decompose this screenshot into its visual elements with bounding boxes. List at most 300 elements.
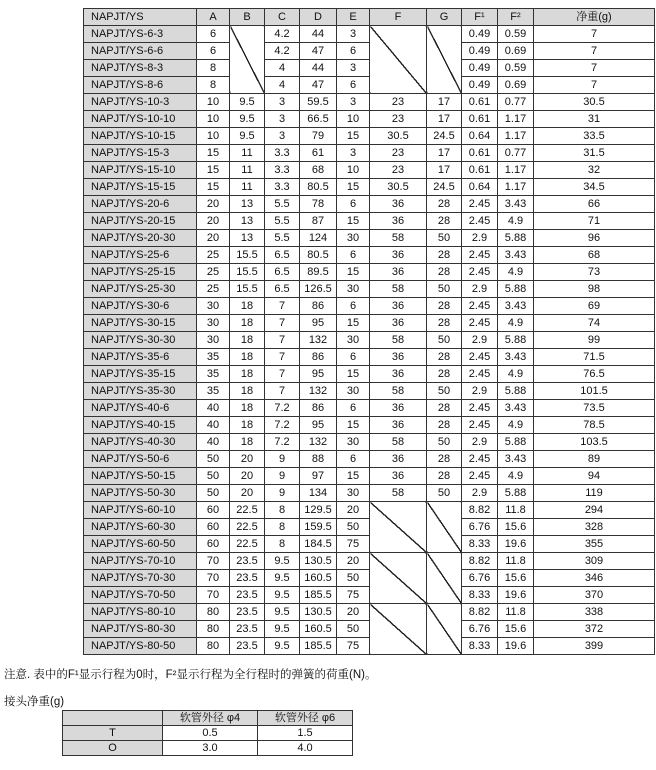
value-cell: 101.5: [534, 383, 655, 400]
value-cell: 7.2: [265, 434, 300, 451]
value-cell: 60: [197, 536, 230, 553]
value-cell: 30: [337, 332, 370, 349]
spec-table-row: [84, 553, 655, 570]
value-cell: 76.5: [534, 366, 655, 383]
model-cell: NAPJT/YS-25-30: [84, 281, 197, 298]
value-cell: 6: [337, 77, 370, 94]
value-cell: 23.5: [230, 638, 265, 655]
value-cell: 184.5: [300, 536, 337, 553]
model-cell: NAPJT/YS-80-10: [84, 604, 197, 621]
model-cell: NAPJT/YS-6-3: [84, 26, 197, 43]
model-cell: NAPJT/YS-80-50: [84, 638, 197, 655]
spec-table-row: [84, 179, 655, 196]
column-header: F²: [498, 9, 534, 26]
value-cell: 75: [337, 638, 370, 655]
value-cell: 61: [300, 145, 337, 162]
value-cell: 18: [230, 400, 265, 417]
value-cell: 11: [230, 145, 265, 162]
value-cell: 20: [197, 230, 230, 247]
column-header: NAPJT/YS: [84, 9, 197, 26]
value-cell: 58: [370, 230, 427, 247]
value-cell: 35: [197, 383, 230, 400]
value-cell: 3: [337, 145, 370, 162]
value-cell: 15: [337, 468, 370, 485]
value-cell: 86: [300, 400, 337, 417]
value-cell: 2.45: [462, 417, 498, 434]
value-cell: 75: [337, 587, 370, 604]
value-cell: 50: [197, 451, 230, 468]
value-cell: 3: [265, 128, 300, 145]
value-cell: 19.6: [498, 587, 534, 604]
model-cell: NAPJT/YS-35-15: [84, 366, 197, 383]
value-cell: 4.0: [258, 741, 353, 756]
model-cell: NAPJT/YS-30-30: [84, 332, 197, 349]
value-cell: 30.5: [370, 128, 427, 145]
value-cell: 9.5: [230, 111, 265, 128]
not-applicable-diagonal-cell: [230, 26, 265, 94]
spec-table-row: [84, 145, 655, 162]
not-applicable-diagonal-cell: [427, 553, 462, 604]
value-cell: 23: [370, 162, 427, 179]
value-cell: 3.3: [265, 145, 300, 162]
value-cell: 36: [370, 417, 427, 434]
value-cell: 3: [337, 26, 370, 43]
value-cell: 9.5: [230, 94, 265, 111]
value-cell: 33.5: [534, 128, 655, 145]
spec-table-row: [84, 366, 655, 383]
value-cell: 8.33: [462, 587, 498, 604]
value-cell: 28: [427, 264, 462, 281]
value-cell: 0.77: [498, 94, 534, 111]
model-cell: NAPJT/YS-8-3: [84, 60, 197, 77]
value-cell: 36: [370, 451, 427, 468]
spec-table-row: [84, 400, 655, 417]
value-cell: 28: [427, 315, 462, 332]
value-cell: 58: [370, 485, 427, 502]
value-cell: 28: [427, 196, 462, 213]
value-cell: 0.64: [462, 179, 498, 196]
value-cell: 11.8: [498, 604, 534, 621]
value-cell: 28: [427, 247, 462, 264]
value-cell: 15: [337, 366, 370, 383]
value-cell: 68: [534, 247, 655, 264]
column-header: F¹: [462, 9, 498, 26]
column-header: B: [230, 9, 265, 26]
value-cell: 7: [265, 383, 300, 400]
spec-table-row: [84, 604, 655, 621]
value-cell: 19.6: [498, 638, 534, 655]
value-cell: 69: [534, 298, 655, 315]
value-cell: 25: [197, 281, 230, 298]
value-cell: 28: [427, 213, 462, 230]
value-cell: 28: [427, 400, 462, 417]
value-cell: 15: [337, 264, 370, 281]
value-cell: 9.5: [265, 621, 300, 638]
value-cell: 73.5: [534, 400, 655, 417]
value-cell: 6: [337, 247, 370, 264]
value-cell: 355: [534, 536, 655, 553]
value-cell: 89: [534, 451, 655, 468]
value-cell: 23: [370, 94, 427, 111]
value-cell: 50: [427, 383, 462, 400]
value-cell: 2.9: [462, 332, 498, 349]
value-cell: 119: [534, 485, 655, 502]
value-cell: 5.88: [498, 434, 534, 451]
fitting-table-row: [63, 726, 353, 741]
value-cell: 6.5: [265, 281, 300, 298]
value-cell: 3.43: [498, 400, 534, 417]
spec-table-row: [84, 77, 655, 94]
value-cell: 6: [197, 26, 230, 43]
value-cell: 7: [265, 332, 300, 349]
value-cell: 15.5: [230, 264, 265, 281]
value-cell: 20: [230, 468, 265, 485]
value-cell: 4: [265, 77, 300, 94]
value-cell: 94: [534, 468, 655, 485]
value-cell: 10: [197, 128, 230, 145]
spec-table-header-row: [84, 9, 655, 26]
spec-table-row: [84, 638, 655, 655]
value-cell: 22.5: [230, 536, 265, 553]
value-cell: 32: [534, 162, 655, 179]
value-cell: 30: [337, 281, 370, 298]
value-cell: 15: [337, 179, 370, 196]
value-cell: 19.6: [498, 536, 534, 553]
spec-table-body: [84, 26, 655, 655]
value-cell: 294: [534, 502, 655, 519]
value-cell: 18: [230, 434, 265, 451]
value-cell: 4.2: [265, 26, 300, 43]
value-cell: 50: [427, 332, 462, 349]
value-cell: 160.5: [300, 570, 337, 587]
value-cell: 4.9: [498, 213, 534, 230]
fitting-table-header: [63, 711, 353, 726]
value-cell: 50: [427, 281, 462, 298]
model-cell: NAPJT/YS-10-10: [84, 111, 197, 128]
not-applicable-diagonal-cell: [370, 26, 427, 94]
value-cell: 0.49: [462, 77, 498, 94]
spec-table-row: [84, 451, 655, 468]
value-cell: 2.9: [462, 230, 498, 247]
model-cell: NAPJT/YS-40-30: [84, 434, 197, 451]
value-cell: 0.69: [498, 77, 534, 94]
value-cell: 5.88: [498, 281, 534, 298]
value-cell: 6.5: [265, 264, 300, 281]
value-cell: 6: [197, 43, 230, 60]
value-cell: 68: [300, 162, 337, 179]
value-cell: 10: [197, 94, 230, 111]
spec-table-row: [84, 536, 655, 553]
value-cell: 23.5: [230, 587, 265, 604]
value-cell: 8.82: [462, 553, 498, 570]
type-cell: O: [63, 741, 163, 756]
value-cell: 8: [197, 60, 230, 77]
value-cell: 309: [534, 553, 655, 570]
value-cell: 5.5: [265, 196, 300, 213]
value-cell: 3: [337, 60, 370, 77]
value-cell: 15.6: [498, 621, 534, 638]
value-cell: 17: [427, 111, 462, 128]
value-cell: 66.5: [300, 111, 337, 128]
model-cell: NAPJT/YS-35-30: [84, 383, 197, 400]
model-cell: NAPJT/YS-25-6: [84, 247, 197, 264]
value-cell: 9: [265, 468, 300, 485]
value-cell: 18: [230, 315, 265, 332]
value-cell: 60: [197, 502, 230, 519]
value-cell: 6: [337, 43, 370, 60]
value-cell: 3.43: [498, 349, 534, 366]
value-cell: 132: [300, 332, 337, 349]
value-cell: 0.5: [163, 726, 258, 741]
value-cell: 185.5: [300, 638, 337, 655]
value-cell: 15: [337, 315, 370, 332]
value-cell: 15: [337, 213, 370, 230]
model-cell: NAPJT/YS-50-30: [84, 485, 197, 502]
spec-table-row: [84, 128, 655, 145]
model-cell: NAPJT/YS-40-15: [84, 417, 197, 434]
value-cell: 2.45: [462, 298, 498, 315]
value-cell: 15: [197, 179, 230, 196]
model-cell: NAPJT/YS-70-30: [84, 570, 197, 587]
value-cell: 185.5: [300, 587, 337, 604]
not-applicable-diagonal-cell: [370, 502, 427, 553]
value-cell: 2.45: [462, 400, 498, 417]
model-cell: NAPJT/YS-20-6: [84, 196, 197, 213]
value-cell: 13: [230, 230, 265, 247]
value-cell: 80: [197, 621, 230, 638]
value-cell: 40: [197, 400, 230, 417]
value-cell: 8.33: [462, 638, 498, 655]
spec-table-row: [84, 621, 655, 638]
value-cell: 50: [427, 230, 462, 247]
value-cell: 6: [337, 451, 370, 468]
value-cell: 28: [427, 366, 462, 383]
spec-table-row: [84, 485, 655, 502]
value-cell: 5.5: [265, 230, 300, 247]
column-header: 净重(g): [534, 9, 655, 26]
spec-table-row: [84, 570, 655, 587]
model-cell: NAPJT/YS-50-6: [84, 451, 197, 468]
value-cell: 20: [337, 553, 370, 570]
value-cell: 9.5: [265, 587, 300, 604]
spec-table-row: [84, 196, 655, 213]
value-cell: 13: [230, 196, 265, 213]
value-cell: 30: [197, 315, 230, 332]
value-cell: 79: [300, 128, 337, 145]
value-cell: 3.43: [498, 451, 534, 468]
value-cell: 36: [370, 196, 427, 213]
fitting-table-header-row: [63, 711, 353, 726]
value-cell: 50: [197, 485, 230, 502]
value-cell: 95: [300, 366, 337, 383]
model-cell: NAPJT/YS-60-50: [84, 536, 197, 553]
model-cell: NAPJT/YS-60-10: [84, 502, 197, 519]
value-cell: 40: [197, 434, 230, 451]
value-cell: 6: [337, 298, 370, 315]
value-cell: 23: [370, 111, 427, 128]
value-cell: 20: [197, 213, 230, 230]
value-cell: 9.5: [265, 638, 300, 655]
value-cell: 50: [427, 485, 462, 502]
value-cell: 4.9: [498, 264, 534, 281]
value-cell: 18: [230, 417, 265, 434]
value-cell: 3: [265, 94, 300, 111]
value-cell: 87: [300, 213, 337, 230]
value-cell: 103.5: [534, 434, 655, 451]
spec-table-row: [84, 587, 655, 604]
value-cell: 17: [427, 145, 462, 162]
column-header: F: [370, 9, 427, 26]
table-note: 注意. 表中的F¹显示行程为0时，F²显示行程为全行程时的弹簧的荷重(N)。: [4, 669, 377, 681]
value-cell: 1.17: [498, 111, 534, 128]
value-cell: 5.88: [498, 383, 534, 400]
column-header: E: [337, 9, 370, 26]
model-cell: NAPJT/YS-40-6: [84, 400, 197, 417]
spec-table-row: [84, 417, 655, 434]
value-cell: 15: [197, 162, 230, 179]
value-cell: 15.6: [498, 519, 534, 536]
value-cell: 2.45: [462, 264, 498, 281]
model-cell: NAPJT/YS-6-6: [84, 43, 197, 60]
value-cell: 50: [337, 621, 370, 638]
value-cell: 71.5: [534, 349, 655, 366]
model-cell: NAPJT/YS-10-15: [84, 128, 197, 145]
value-cell: 18: [230, 366, 265, 383]
model-cell: NAPJT/YS-35-6: [84, 349, 197, 366]
value-cell: 3.43: [498, 247, 534, 264]
value-cell: 18: [230, 349, 265, 366]
spec-table-row: [84, 60, 655, 77]
value-cell: 0.77: [498, 145, 534, 162]
value-cell: 3.0: [163, 741, 258, 756]
value-cell: 0.64: [462, 128, 498, 145]
value-cell: 7: [534, 60, 655, 77]
value-cell: 17: [427, 94, 462, 111]
value-cell: 0.69: [498, 43, 534, 60]
model-cell: NAPJT/YS-70-10: [84, 553, 197, 570]
value-cell: 129.5: [300, 502, 337, 519]
value-cell: 370: [534, 587, 655, 604]
fitting-weight-table: [62, 710, 353, 756]
value-cell: 10: [197, 111, 230, 128]
value-cell: 28: [427, 349, 462, 366]
fitting-table-body: [63, 726, 353, 756]
fitting-table-row: [63, 741, 353, 756]
model-cell: NAPJT/YS-10-3: [84, 94, 197, 111]
value-cell: 28: [427, 298, 462, 315]
value-cell: 47: [300, 77, 337, 94]
value-cell: 99: [534, 332, 655, 349]
model-cell: NAPJT/YS-70-50: [84, 587, 197, 604]
value-cell: 4.9: [498, 315, 534, 332]
value-cell: 2.45: [462, 196, 498, 213]
value-cell: 23.5: [230, 553, 265, 570]
value-cell: 0.49: [462, 60, 498, 77]
spec-table-row: [84, 434, 655, 451]
column-header: C: [265, 9, 300, 26]
value-cell: 20: [337, 502, 370, 519]
value-cell: 9.5: [230, 128, 265, 145]
value-cell: 15: [337, 417, 370, 434]
value-cell: 4.9: [498, 366, 534, 383]
value-cell: 36: [370, 298, 427, 315]
value-cell: 36: [370, 213, 427, 230]
value-cell: 35: [197, 366, 230, 383]
value-cell: 13: [230, 213, 265, 230]
spec-table-row: [84, 162, 655, 179]
value-cell: 35: [197, 349, 230, 366]
not-applicable-diagonal-cell: [427, 502, 462, 553]
model-cell: NAPJT/YS-50-15: [84, 468, 197, 485]
value-cell: 10: [337, 111, 370, 128]
value-cell: 30: [337, 434, 370, 451]
value-cell: 36: [370, 247, 427, 264]
value-cell: 0.61: [462, 94, 498, 111]
value-cell: 8: [265, 519, 300, 536]
value-cell: 15: [337, 128, 370, 145]
spec-table-row: [84, 281, 655, 298]
value-cell: 66: [534, 196, 655, 213]
value-cell: 7: [265, 298, 300, 315]
spec-table-row: [84, 43, 655, 60]
value-cell: 24.5: [427, 179, 462, 196]
value-cell: 17: [427, 162, 462, 179]
model-cell: NAPJT/YS-30-6: [84, 298, 197, 315]
value-cell: 3.43: [498, 196, 534, 213]
model-cell: NAPJT/YS-15-10: [84, 162, 197, 179]
spec-table-row: [84, 502, 655, 519]
value-cell: 9.5: [265, 570, 300, 587]
value-cell: 2.45: [462, 451, 498, 468]
value-cell: 7.2: [265, 400, 300, 417]
value-cell: 8: [197, 77, 230, 94]
value-cell: 71: [534, 213, 655, 230]
value-cell: 44: [300, 60, 337, 77]
value-cell: 30: [337, 230, 370, 247]
spec-table-row: [84, 383, 655, 400]
value-cell: 47: [300, 43, 337, 60]
value-cell: 7: [265, 349, 300, 366]
value-cell: 9: [265, 485, 300, 502]
value-cell: 160.5: [300, 621, 337, 638]
value-cell: 4.9: [498, 417, 534, 434]
column-header: A: [197, 9, 230, 26]
value-cell: 346: [534, 570, 655, 587]
value-cell: 80: [197, 638, 230, 655]
not-applicable-diagonal-cell: [370, 604, 427, 655]
model-cell: NAPJT/YS-8-6: [84, 77, 197, 94]
value-cell: 1.17: [498, 179, 534, 196]
value-cell: 15.6: [498, 570, 534, 587]
spec-table-row: [84, 264, 655, 281]
value-cell: 30.5: [534, 94, 655, 111]
value-cell: 30: [337, 485, 370, 502]
value-cell: 130.5: [300, 604, 337, 621]
value-cell: 2.9: [462, 281, 498, 298]
value-cell: 11.8: [498, 553, 534, 570]
value-cell: 18: [230, 332, 265, 349]
value-cell: 6.76: [462, 570, 498, 587]
value-cell: 1.17: [498, 128, 534, 145]
spec-table-row: [84, 349, 655, 366]
value-cell: 36: [370, 264, 427, 281]
value-cell: 58: [370, 434, 427, 451]
value-cell: 28: [427, 417, 462, 434]
value-cell: 9.5: [265, 604, 300, 621]
value-cell: 6.76: [462, 519, 498, 536]
value-cell: 3: [265, 111, 300, 128]
value-cell: 36: [370, 349, 427, 366]
